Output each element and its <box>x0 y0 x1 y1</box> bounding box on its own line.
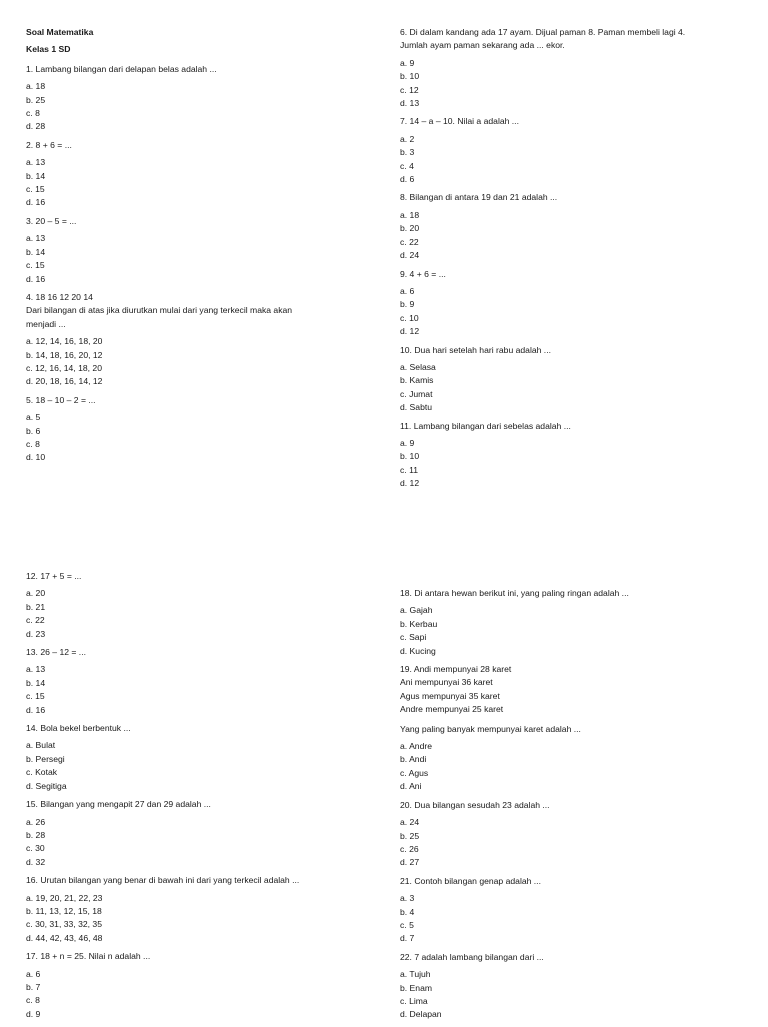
option-c: c. Jumat <box>400 388 433 399</box>
option-c: c. 12, 16, 14, 18, 20 <box>26 362 102 373</box>
option-c: c. 10 <box>400 312 419 323</box>
option-c: c. Lima <box>400 995 428 1006</box>
option-a: a. Gajah <box>400 605 433 616</box>
option-list <box>400 133 745 187</box>
question-text: 21. Contoh bilangan genap adalah ... <box>400 875 541 886</box>
option-d: d. 16 <box>26 197 46 208</box>
option-list <box>400 361 745 415</box>
question-6 <box>400 26 745 110</box>
option-b: b. 7 <box>26 981 41 992</box>
option-d: d. 20, 18, 16, 14, 12 <box>26 376 103 387</box>
question-20 <box>400 799 745 870</box>
option-c: c. 8 <box>26 438 40 449</box>
option-a: a. 24 <box>400 817 420 828</box>
question-text: 16. Urutan bilangan yang benar di bawah ini dari yang terkecil adalah ... <box>26 875 300 886</box>
question-text: 18. Di antara hewan berikut ini, yang paling ringan adalah ... <box>400 588 629 598</box>
question-text: 15. Bilangan yang mengapit 27 dan 29 adalah ... <box>26 799 211 810</box>
question-15 <box>26 798 366 869</box>
option-a: a. 6 <box>26 968 41 979</box>
question-7 <box>400 115 745 186</box>
question-13 <box>26 646 366 717</box>
option-c: c. 15 <box>26 184 45 195</box>
option-list <box>400 892 745 946</box>
question-16 <box>26 874 366 945</box>
question-14 <box>26 722 366 793</box>
question-text: 3. 20 – 5 = ... <box>26 215 77 226</box>
option-a: a. 6 <box>400 285 415 296</box>
option-a: a. 26 <box>26 816 46 827</box>
option-b: b. 9 <box>400 299 415 310</box>
question-8 <box>400 191 745 262</box>
question-5 <box>26 394 366 465</box>
option-list <box>26 587 366 641</box>
option-a: a. Andre <box>400 741 433 752</box>
question-prompt: Yang paling banyak mempunyai karet adalah ... <box>400 723 581 734</box>
option-d: d. 32 <box>26 856 46 867</box>
option-c: c. 8 <box>26 995 40 1006</box>
option-a: a. 5 <box>26 412 41 423</box>
option-list <box>26 968 366 1022</box>
option-c: c. 30, 31, 33, 32, 35 <box>26 919 102 930</box>
option-d: d. Segitiga <box>26 780 67 791</box>
option-list <box>26 739 366 793</box>
question-17 <box>26 950 366 1021</box>
question-text: 22. 7 adalah lambang bilangan dari ... <box>400 951 544 962</box>
option-c: c. 15 <box>26 691 45 702</box>
option-d: d. 7 <box>400 933 415 944</box>
question-2 <box>26 139 366 210</box>
option-a: a. 2 <box>400 133 415 144</box>
option-a: a. 13 <box>26 233 46 244</box>
option-d: d. 44, 42, 43, 46, 48 <box>26 932 103 943</box>
option-b: b. 25 <box>26 94 46 105</box>
option-c: c. 4 <box>400 160 414 171</box>
question-19 <box>400 663 745 794</box>
option-b: b. Enam <box>400 982 433 993</box>
option-d: d. 10 <box>26 452 46 463</box>
worksheet-title: Soal Matematika <box>26 27 94 37</box>
option-list <box>400 604 745 658</box>
option-c: c. 30 <box>26 843 45 854</box>
question-text: 1. Lambang bilangan dari delapan belas adalah ... <box>26 63 217 74</box>
option-d: d. 28 <box>26 121 46 132</box>
option-b: b. Persegi <box>26 753 65 764</box>
option-c: c. 26 <box>400 843 419 854</box>
option-b: b. 28 <box>26 829 46 840</box>
option-a: a. Tujuh <box>400 969 431 980</box>
option-c: c. Agus <box>400 767 429 778</box>
option-list <box>400 968 745 1022</box>
question-text: 6. Di dalam kandang ada 17 ayam. Dijual paman 8. Paman membeli lagi 4. Jumlah ayam paman sekarang ada ... ekor. <box>400 27 686 51</box>
option-b: b. 25 <box>400 830 420 841</box>
option-c: c. 11 <box>400 464 418 475</box>
option-a: a. 13 <box>26 157 46 168</box>
option-c: c. 15 <box>26 260 45 271</box>
option-a: a. 9 <box>400 57 415 68</box>
option-c: c. 22 <box>400 236 419 247</box>
option-b: b. 20 <box>400 223 420 234</box>
option-a: a. 18 <box>400 209 420 220</box>
option-b: b. 14 <box>26 170 46 181</box>
option-b: b. Kamis <box>400 375 434 386</box>
question-text: 2. 8 + 6 = ... <box>26 139 72 150</box>
option-list <box>26 232 366 286</box>
option-list <box>400 57 745 111</box>
option-list <box>400 816 745 870</box>
option-d: d. 13 <box>400 98 420 109</box>
question-text: 11. Lambang bilangan dari sebelas adalah ... <box>400 420 571 431</box>
option-list <box>26 411 366 465</box>
question-text: 17. 18 + n = 25. Nilai n adalah ... <box>26 951 151 962</box>
option-b: b. 14, 18, 16, 20, 12 <box>26 349 103 360</box>
option-d: d. Sabtu <box>400 402 433 413</box>
question-9 <box>400 268 745 339</box>
option-d: d. Delapan <box>400 1009 442 1020</box>
option-d: d. Ani <box>400 781 422 792</box>
option-d: d. 16 <box>26 273 46 284</box>
option-d: d. 24 <box>400 250 420 261</box>
question-22 <box>400 951 745 1022</box>
option-a: a. Selasa <box>400 361 436 372</box>
question-4 <box>26 291 366 389</box>
option-b: b. 14 <box>26 677 46 688</box>
question-text: 12. 17 + 5 = ... <box>26 571 82 581</box>
option-b: b. 3 <box>400 147 415 158</box>
option-a: a. 18 <box>26 81 46 92</box>
option-d: d. 9 <box>26 1008 41 1019</box>
option-list <box>26 335 366 389</box>
option-d: d. 6 <box>400 174 415 185</box>
option-c: c. Kotak <box>26 767 58 778</box>
option-c: c. 22 <box>26 615 45 626</box>
question-text: 5. 18 – 10 – 2 = ... <box>26 394 96 405</box>
question-text: 13. 26 – 12 = ... <box>26 647 86 658</box>
option-a: a. 13 <box>26 664 46 675</box>
option-a: a. 19, 20, 21, 22, 23 <box>26 892 103 903</box>
option-list <box>400 740 745 794</box>
option-list <box>26 663 366 717</box>
question-text: 20. Dua bilangan sesudah 23 adalah ... <box>400 799 550 810</box>
option-list <box>26 892 366 946</box>
question-1 <box>26 63 366 134</box>
question-10 <box>400 344 745 415</box>
option-list <box>26 80 366 134</box>
option-b: b. 10 <box>400 71 420 82</box>
option-list <box>400 209 745 263</box>
question-text: 7. 14 – a – 10. Nilai a adalah ... <box>400 116 519 127</box>
option-a: a. Bulat <box>26 740 56 751</box>
option-a: a. 3 <box>400 893 415 904</box>
option-list <box>26 156 366 210</box>
question-12 <box>26 570 366 641</box>
worksheet-class: Kelas 1 SD <box>26 44 71 55</box>
left-column-top <box>26 26 366 470</box>
option-c: c. 8 <box>26 108 40 119</box>
question-text: 9. 4 + 6 = ... <box>400 268 446 279</box>
option-b: b. Kerbau <box>400 618 438 629</box>
question-text: 19. Andi mempunyai 28 karet Ani mempunyai 36 karet Agus mempunyai 35 karet Andre mempunyai 25 karet <box>400 664 512 715</box>
left-column-bottom <box>26 570 366 1026</box>
right-column-top <box>400 26 745 496</box>
option-b: b. 21 <box>26 601 46 612</box>
question-18 <box>400 587 745 658</box>
option-d: d. 27 <box>400 857 420 868</box>
question-3 <box>26 215 366 286</box>
option-d: d. 16 <box>26 704 46 715</box>
option-a: a. 9 <box>400 437 415 448</box>
option-b: b. 6 <box>26 425 41 436</box>
option-list <box>26 816 366 870</box>
option-c: c. Sapi <box>400 632 427 643</box>
option-b: b. 10 <box>400 451 420 462</box>
question-text: 14. Bola bekel berbentuk ... <box>26 723 131 734</box>
question-text: 8. Bilangan di antara 19 dan 21 adalah ... <box>400 192 558 203</box>
option-d: d. Kucing <box>400 645 436 656</box>
question-text: 4. 18 16 12 20 14 Dari bilangan di atas jika diurutkan mulai dari yang terkecil maka akan menjadi ... <box>26 291 293 329</box>
right-column-bottom <box>400 587 745 1027</box>
option-a: a. 12, 14, 16, 18, 20 <box>26 336 103 347</box>
option-b: b. 4 <box>400 906 415 917</box>
option-b: b. 14 <box>26 246 46 257</box>
question-text: 10. Dua hari setelah hari rabu adalah ... <box>400 344 551 355</box>
question-21 <box>400 875 745 946</box>
option-b: b. 11, 13, 12, 15, 18 <box>26 905 102 916</box>
option-c: c. 5 <box>400 919 414 930</box>
question-11 <box>400 420 745 491</box>
option-a: a. 20 <box>26 588 46 599</box>
option-d: d. 12 <box>400 478 420 489</box>
option-b: b. Andi <box>400 754 427 765</box>
option-c: c. 12 <box>400 84 419 95</box>
option-list <box>400 437 745 491</box>
option-d: d. 23 <box>26 628 46 639</box>
option-d: d. 12 <box>400 326 420 337</box>
option-list <box>400 285 745 339</box>
